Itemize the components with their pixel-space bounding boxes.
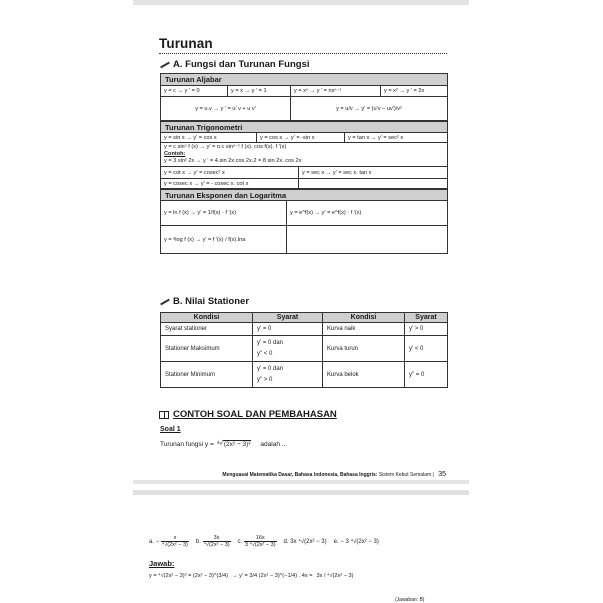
formula-cell: y = x → y ' = 1 — [228, 86, 291, 96]
soal-label: Soal 1 — [160, 426, 181, 433]
option-d — [284, 539, 327, 545]
trigo-row-1 — [161, 133, 447, 143]
numerator: x — [173, 535, 177, 541]
formula-cell: y = u/v → y' = (u'v − uv')/v² — [336, 105, 402, 112]
table-row — [161, 362, 448, 388]
option-label: b. — [195, 539, 201, 546]
table-row — [161, 336, 448, 362]
numerator: 3x — [213, 535, 220, 541]
formula-cell: y = c → y ' = 0 — [161, 86, 228, 96]
section-b-title: B. Nilai Stationer — [173, 296, 250, 307]
formula-cell: y = tan x → y' = sec² x — [348, 134, 404, 141]
option-prefix: − — [155, 539, 160, 546]
formula-cell: y = ln f (x) → y' = 1/f(x) · f '(x) — [161, 201, 287, 225]
solution-work — [149, 573, 354, 579]
option-expression: − 3 ⁴√(2x² − 3) — [340, 538, 379, 545]
book-page-36 — [133, 497, 469, 603]
trigo-example-block — [161, 143, 447, 167]
page-edge-top — [133, 0, 469, 5]
trigo-row-3 — [161, 179, 447, 189]
syarat-cell: y' = 0 — [253, 323, 323, 336]
aljabar-heading: Turunan Aljabar — [161, 74, 447, 86]
syarat-line: y" < 0 — [257, 350, 273, 357]
numerator: 16x — [255, 535, 265, 541]
work-step: → y' = 3/4 (2x² − 3)^(−1/4) . 4x = — [231, 573, 313, 579]
example-label: Contoh: — [164, 151, 186, 157]
option-fraction — [161, 535, 189, 548]
option-expression: 3x ⁴√(2x² − 3) — [290, 538, 327, 545]
option-label: c. — [237, 539, 243, 546]
col-header: Syarat — [405, 313, 448, 323]
formula-cell: y = sec x → y' = sec x. tan x — [302, 169, 372, 176]
chapter-title: Turunan — [159, 36, 213, 51]
page-footer: Menguasai Matematika Dasar, Bahasa Indonesia, Bahasa Inggris: Sistem Kebut Semalam | 35 — [222, 471, 446, 478]
kondisi-cell: Kurva turun — [323, 336, 405, 362]
syarat-cell: y" = 0 — [405, 362, 448, 388]
soal-suffix: adalah ... — [260, 440, 288, 448]
empty-cell — [299, 179, 447, 188]
option-c — [238, 535, 277, 548]
syarat-line: y' = 0 dan — [257, 339, 283, 346]
option-b — [196, 535, 231, 548]
option-a — [149, 535, 189, 548]
pencil-icon — [159, 298, 171, 306]
page-edge — [133, 490, 469, 495]
option-fraction — [203, 535, 231, 548]
contoh-soal-heading — [159, 409, 337, 420]
formula-cell: y = cos x → y' = -sin x — [257, 133, 345, 142]
trigo-heading: Turunan Trigonometri — [161, 121, 447, 133]
formula-cell: y = xⁿ → y ' = nxⁿ⁻¹ — [291, 86, 381, 96]
syarat-line: y" > 0 — [257, 376, 273, 383]
soal-question — [160, 440, 287, 448]
option-label: d. — [283, 538, 289, 545]
footer-subtitle: Sistem Kebut Semalam — [378, 472, 432, 478]
kondisi-cell: Kurva belok — [323, 362, 405, 388]
kondisi-cell: Kurva naik — [323, 323, 405, 336]
option-label: e. — [333, 538, 339, 545]
page-edge — [133, 480, 469, 484]
kondisi-cell: Stationer Maksimum — [161, 336, 253, 362]
table-row — [161, 323, 448, 336]
radicand: (2x² − 3)³ — [223, 441, 251, 448]
syarat-cell: y' > 0 — [405, 323, 448, 336]
section-a-heading — [159, 59, 310, 70]
aljabar-row-1 — [161, 86, 447, 97]
formula-cell: y = sin x → y' = cos x — [161, 133, 257, 142]
formula-cell: y = e^f(x) → y' = e^f(x) · f '(x) — [290, 210, 362, 216]
section-b-heading — [159, 296, 249, 307]
formula-line: y = 3 sin² 2x → y ' = 4.sin 2x.cos 2x.2 = 8 sin 2x. cos 2x — [164, 158, 302, 164]
soal-text: Turunan fungsi y = — [160, 440, 214, 448]
radical-expression: 4 √ (2x² − 3)³ — [216, 440, 251, 448]
syarat-cell — [253, 336, 323, 362]
section-a-title: A. Fungsi dan Turunan Fungsi — [173, 59, 310, 70]
book-page-35 — [133, 6, 469, 478]
formula-cell: y = ᵃlog f (x) → y' = f '(x) / f(x).lna — [161, 226, 287, 253]
book-icon — [159, 411, 169, 419]
denominator: ⁴√(2x² − 3) — [203, 542, 230, 548]
aljabar-row-2 — [161, 97, 447, 121]
chapter-rule — [159, 53, 447, 54]
page-number: 35 — [438, 471, 446, 478]
syarat-line: y' = 0 dan — [257, 365, 283, 372]
denominator: ⁴√(2x² − 3) — [161, 542, 188, 548]
trigo-row-2 — [161, 167, 447, 179]
formula-cell: y = x² → y ' = 2x — [384, 88, 425, 94]
option-e — [334, 539, 379, 545]
syarat-cell — [253, 362, 323, 388]
eksponen-heading: Turunan Eksponen dan Logaritma — [161, 189, 447, 201]
footer-book-title: Menguasai Matematika Dasar, Bahasa Indonesia, Bahasa Inggris: — [222, 472, 378, 478]
formula-cell: y = cosec x → y' = - cosec x. cot x — [161, 179, 299, 188]
table-header-row — [161, 313, 448, 323]
col-header: Kondisi — [161, 313, 253, 323]
empty-cell — [287, 226, 447, 253]
root-index: 4 — [216, 440, 220, 445]
option-label: a. — [149, 539, 155, 546]
eksponen-row-2 — [161, 226, 447, 253]
kondisi-cell: Syarat stationer — [161, 323, 253, 336]
eksponen-row-1 — [161, 201, 447, 226]
jawab-heading: Jawab: — [149, 559, 175, 568]
denominator: 3 ⁴√(2x² − 3) — [244, 542, 276, 548]
work-step: 3x / ⁴√(2x² − 3) — [316, 573, 354, 579]
work-step: y = ⁴√(2x² − 3)³ = (2x² − 3)^(3/4) — [149, 573, 228, 579]
col-header: Syarat — [253, 313, 323, 323]
formula-line: y = c sinⁿ f (x) → y' = n.c sinⁿ⁻¹ f (x). cos f(x). f '(x) — [164, 144, 287, 150]
pencil-icon — [159, 61, 171, 69]
formula-cell: y = cot x → y' = cosec² x — [161, 167, 299, 178]
formula-cell: y = u.v → y ' = u' v + u v' — [161, 97, 291, 120]
answer-options — [149, 535, 379, 548]
answer-key: (Jawaban: B) — [395, 597, 425, 603]
syarat-cell: y' < 0 — [405, 336, 448, 362]
col-header: Kondisi — [323, 313, 405, 323]
stationer-table — [160, 312, 448, 388]
formula-table — [160, 73, 448, 254]
option-fraction — [244, 535, 277, 548]
kondisi-cell: Stationer Minimum — [161, 362, 253, 388]
contoh-soal-title: CONTOH SOAL DAN PEMBAHASAN — [173, 409, 337, 420]
